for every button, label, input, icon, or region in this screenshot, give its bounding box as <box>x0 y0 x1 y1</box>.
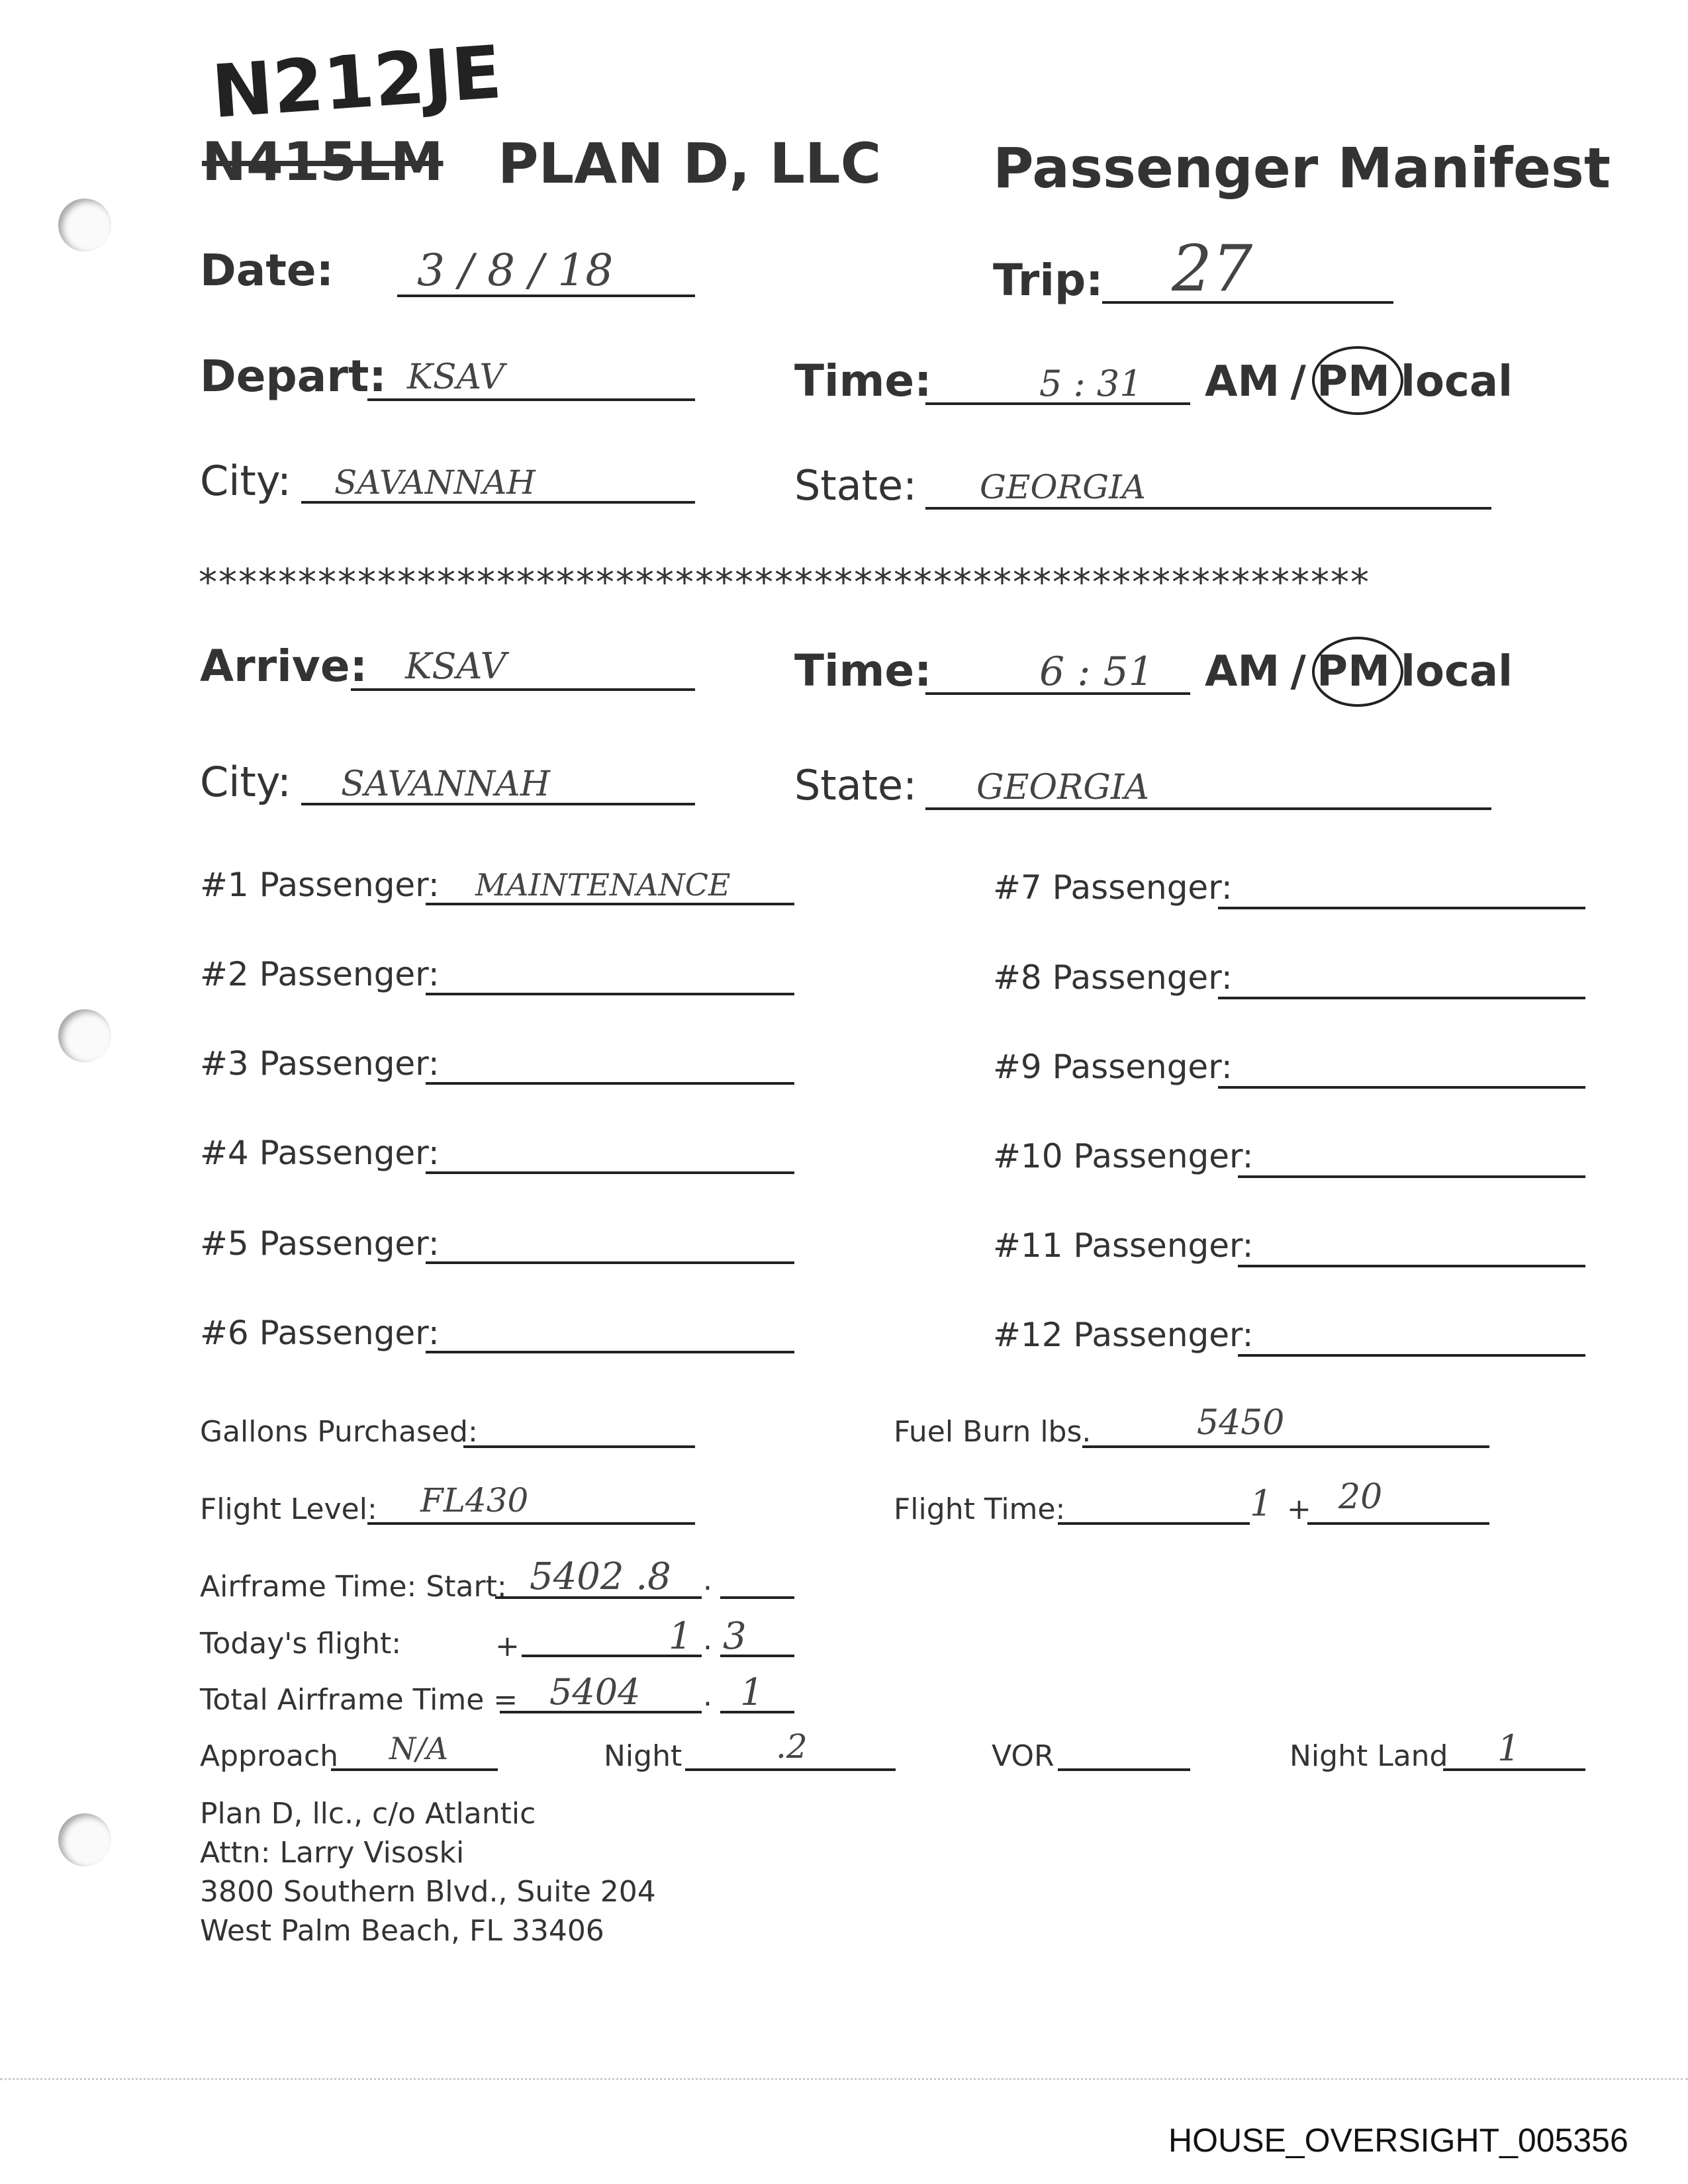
total-airframe-whole: 5404 <box>549 1671 641 1713</box>
trip-label: Trip: <box>993 255 1103 306</box>
todays-flight-label: Today's flight: <box>200 1627 402 1661</box>
arrive-pm-circle <box>1312 637 1403 707</box>
approach-label: Approach <box>200 1739 339 1773</box>
date-label: Date: <box>200 245 334 296</box>
passenger-1-label: #1 Passenger: <box>200 866 440 904</box>
arrive-ampm: AM / PM local <box>1205 647 1513 696</box>
night-value: .2 <box>776 1727 808 1766</box>
night-label: Night <box>604 1739 682 1773</box>
passenger-11-line <box>1238 1265 1585 1267</box>
passenger-4-line <box>426 1171 794 1174</box>
passenger-12-label: #12 Passenger: <box>993 1316 1254 1354</box>
flight-time-minutes-line <box>1307 1522 1489 1525</box>
flight-time-plus: + <box>1287 1492 1311 1526</box>
night-land-value: 1 <box>1497 1727 1521 1769</box>
passenger-9-line <box>1218 1086 1585 1089</box>
arrive-value: KSAV <box>405 645 506 687</box>
trip-value: 27 <box>1172 232 1253 306</box>
registration-handwritten: N212JE <box>209 29 504 135</box>
passenger-8-line <box>1218 997 1585 999</box>
bates-number: HOUSE_OVERSIGHT_005356 <box>1168 2122 1628 2159</box>
depart-time-label: Time: <box>794 355 932 406</box>
passenger-1-value: MAINTENANCE <box>475 867 731 903</box>
passenger-7-label: #7 Passenger: <box>993 868 1233 907</box>
depart-state-label: State: <box>794 461 917 510</box>
company-name: PLAN D, LLC <box>498 131 882 196</box>
arrive-label: Arrive: <box>200 641 367 692</box>
arrive-state-line <box>925 807 1491 810</box>
binder-hole-bottom <box>58 1813 111 1866</box>
flight-time-label: Flight Time: <box>894 1492 1066 1526</box>
arrive-time-label: Time: <box>794 645 932 696</box>
asterisk-separator: *********************************************************** <box>199 561 1370 604</box>
passenger-6-label: #6 Passenger: <box>200 1314 440 1352</box>
depart-label: Depart: <box>200 351 387 402</box>
passenger-12-line <box>1238 1354 1585 1357</box>
fuel-burn-value: 5450 <box>1197 1403 1285 1443</box>
depart-value: KSAV <box>407 357 504 397</box>
arrive-line <box>351 688 695 691</box>
vor-label: VOR <box>992 1739 1055 1773</box>
passenger-9-label: #9 Passenger: <box>993 1048 1233 1086</box>
depart-time-value: 5 : 31 <box>1039 363 1143 404</box>
total-airframe-label: Total Airframe Time = <box>200 1683 518 1717</box>
passenger-10-line <box>1238 1175 1585 1178</box>
total-airframe-decimal: 1 <box>740 1671 764 1714</box>
airframe-start-label: Airframe Time: Start: <box>200 1570 507 1604</box>
fuel-burn-label: Fuel Burn lbs. <box>894 1415 1092 1449</box>
arrive-time-value: 6 : 51 <box>1039 649 1154 695</box>
address-line-2: Attn: Larry Visoski <box>200 1836 465 1870</box>
registration-printed: N415LM <box>202 131 444 193</box>
arrive-city-label: City: <box>200 758 291 806</box>
page-title: Passenger Manifest <box>993 136 1611 201</box>
passenger-7-line <box>1218 907 1585 909</box>
todays-flight-whole: 1 <box>669 1615 692 1658</box>
todays-flight-decimal: 3 <box>723 1615 747 1658</box>
passenger-10-label: #10 Passenger: <box>993 1137 1254 1175</box>
binder-hole-top <box>58 199 111 251</box>
night-land-label: Night Land <box>1289 1739 1448 1773</box>
approach-value: N/A <box>389 1731 448 1766</box>
depart-state-line <box>925 507 1491 510</box>
depart-pm-circle <box>1312 346 1403 415</box>
depart-state-value: GEORGIA <box>980 468 1146 506</box>
airframe-start-decimal-line <box>720 1596 794 1599</box>
address-line-1: Plan D, llc., c/o Atlantic <box>200 1797 536 1831</box>
passenger-3-label: #3 Passenger: <box>200 1044 440 1083</box>
passenger-5-label: #5 Passenger: <box>200 1224 440 1263</box>
passenger-4-label: #4 Passenger: <box>200 1134 440 1172</box>
fuel-burn-line <box>1082 1445 1489 1448</box>
flight-time-hours-line <box>1058 1522 1250 1525</box>
total-airframe-dot: . <box>703 1679 712 1713</box>
depart-line <box>367 398 695 401</box>
flight-level-line <box>367 1522 695 1525</box>
gallons-purchased-label: Gallons Purchased: <box>200 1415 478 1449</box>
date-value: 3 / 8 / 18 <box>417 245 614 296</box>
passenger-6-line <box>426 1351 794 1353</box>
passenger-8-label: #8 Passenger: <box>993 958 1233 997</box>
depart-city-value: SAVANNAH <box>334 463 536 502</box>
flight-level-value: FL430 <box>420 1481 529 1520</box>
passenger-1-line <box>426 903 794 905</box>
approach-line <box>331 1768 498 1771</box>
depart-ampm: AM / PM local <box>1205 357 1513 406</box>
passenger-2-line <box>426 993 794 995</box>
address-line-3: 3800 Southern Blvd., Suite 204 <box>200 1875 656 1909</box>
todays-flight-plus: + <box>495 1629 520 1663</box>
gallons-purchased-line <box>463 1445 695 1448</box>
vor-line <box>1058 1768 1190 1771</box>
passenger-5-line <box>426 1261 794 1264</box>
flight-time-minutes: 20 <box>1338 1477 1383 1517</box>
passenger-3-line <box>426 1082 794 1085</box>
arrive-state-label: State: <box>794 761 917 809</box>
passenger-2-label: #2 Passenger: <box>200 955 440 993</box>
depart-city-label: City: <box>200 457 291 505</box>
arrive-state-value: GEORGIA <box>976 768 1149 807</box>
night-line <box>685 1768 896 1771</box>
airframe-start-value: 5402 .8 <box>530 1555 671 1598</box>
todays-flight-dot: . <box>703 1623 712 1657</box>
passenger-11-label: #11 Passenger: <box>993 1226 1254 1265</box>
scan-edge-line <box>0 2078 1688 2080</box>
flight-level-label: Flight Level: <box>200 1492 377 1526</box>
arrive-city-value: SAVANNAH <box>341 764 551 804</box>
airframe-start-dot: . <box>703 1563 712 1597</box>
flight-time-hours: 1 <box>1250 1482 1273 1524</box>
binder-hole-middle <box>58 1009 111 1062</box>
address-line-4: West Palm Beach, FL 33406 <box>200 1914 604 1948</box>
